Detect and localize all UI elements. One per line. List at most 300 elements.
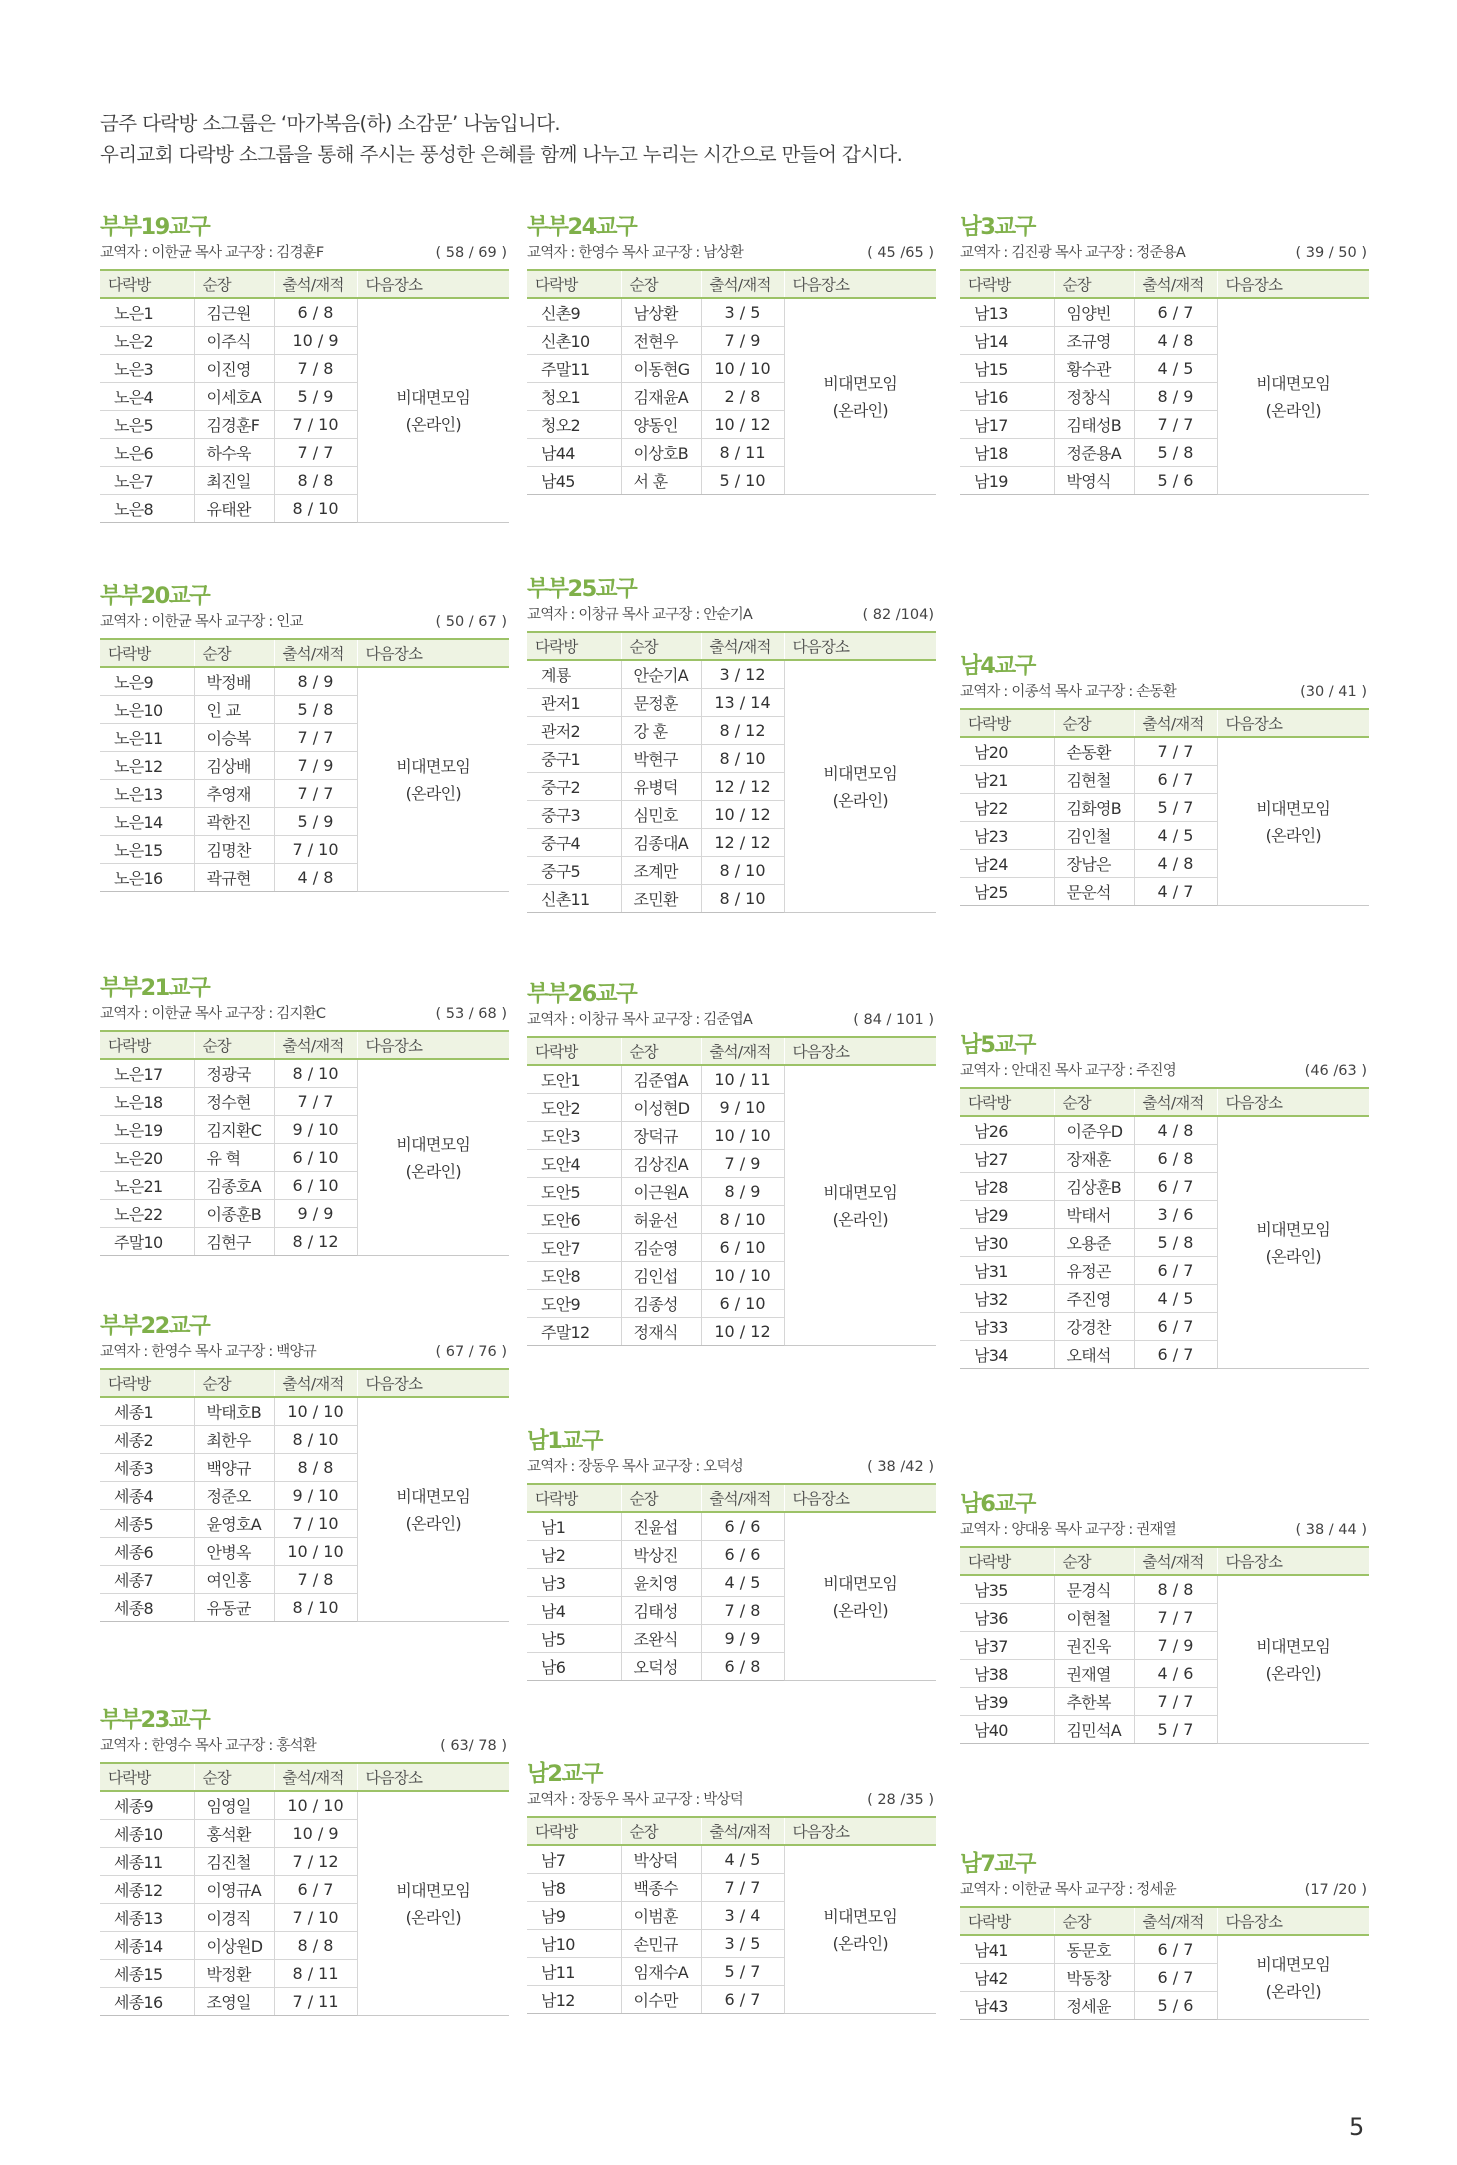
attendance-ratio: 7 / 8: [274, 355, 357, 383]
district-title: 남6교구: [960, 1491, 1035, 1517]
room-name: 노은20: [100, 1144, 194, 1172]
district-group: [100, 582, 509, 892]
room-name: 남35: [960, 1575, 1054, 1604]
next-place-line-1: 비대면모임: [1256, 373, 1331, 393]
next-place: [1217, 1116, 1369, 1369]
table-header: [527, 632, 936, 660]
room-name: 남36: [960, 1604, 1054, 1632]
attendance-ratio: 8 / 12: [701, 717, 784, 745]
leader-name: 유동균: [194, 1594, 274, 1622]
leader-name: 유정곤: [1054, 1257, 1134, 1285]
room-name: 남31: [960, 1257, 1054, 1285]
header-room: 다락방: [100, 1031, 194, 1059]
district-info: [527, 1788, 936, 1812]
room-name: 남15: [960, 355, 1054, 383]
district-staff: 교역자 : 이한균 목사 교구장 : 김지환C: [100, 1006, 326, 1022]
leader-name: 유병덕: [621, 773, 701, 801]
header-room: 다락방: [100, 1369, 194, 1397]
leader-name: 조규영: [1054, 327, 1134, 355]
leader-name: 추한복: [1054, 1688, 1134, 1716]
attendance-ratio: 8 / 10: [701, 1206, 784, 1234]
attendance-ratio: 10 / 12: [701, 801, 784, 829]
next-place-line-1: 비대면모임: [1256, 1954, 1331, 1974]
room-name: 노은14: [100, 808, 194, 836]
attendance-ratio: 3 / 12: [701, 660, 784, 689]
leader-name: 박동창: [1054, 1964, 1134, 1992]
leader-name: 김명찬: [194, 836, 274, 864]
district-info: [100, 241, 509, 265]
room-name: 노은21: [100, 1172, 194, 1200]
room-name: 세종1: [100, 1397, 194, 1426]
leader-name: 윤영호A: [194, 1510, 274, 1538]
attendance-ratio: 10 / 10: [274, 1791, 357, 1820]
next-place-line-2: (온라인): [832, 1209, 888, 1229]
attendance-ratio: 6 / 8: [1134, 1145, 1217, 1173]
attendance-ratio: 10 / 9: [274, 1820, 357, 1848]
attendance-ratio: 7 / 10: [274, 1510, 357, 1538]
district-staff: 교역자 : 이한균 목사 교구장 : 정세윤: [960, 1882, 1176, 1898]
leader-name: 오태석: [1054, 1341, 1134, 1369]
leader-name: 권진욱: [1054, 1632, 1134, 1660]
header-room: 다락방: [527, 1484, 621, 1512]
attendance-ratio: 8 / 8: [274, 1454, 357, 1482]
attendance-ratio: 7 / 10: [274, 836, 357, 864]
leader-name: 이진영: [194, 355, 274, 383]
room-name: 남7: [527, 1845, 621, 1874]
room-name: 남33: [960, 1313, 1054, 1341]
attendance-ratio: 8 / 8: [274, 467, 357, 495]
leader-name: 정광국: [194, 1059, 274, 1088]
attendance-ratio: 8 / 8: [1134, 1575, 1217, 1604]
attendance-ratio: 6 / 6: [701, 1512, 784, 1541]
leader-name: 허윤선: [621, 1206, 701, 1234]
attendance-ratio: 6 / 7: [1134, 1313, 1217, 1341]
attendance-ratio: 10 / 12: [701, 411, 784, 439]
room-name: 남17: [960, 411, 1054, 439]
district-staff: 교역자 : 이창규 목사 교구장 : 안순기A: [527, 607, 753, 623]
next-place-line-1: 비대면모임: [1256, 1219, 1331, 1239]
table-header: [100, 639, 509, 667]
attendance-ratio: 8 / 10: [701, 857, 784, 885]
leader-name: 박상덕: [621, 1845, 701, 1874]
leader-name: 조민환: [621, 885, 701, 913]
next-place-line-1: 비대면모임: [396, 387, 471, 407]
next-place: [784, 298, 936, 495]
attendance-ratio: 6 / 7: [1134, 1257, 1217, 1285]
room-name: 노은22: [100, 1200, 194, 1228]
next-place-line-2: (온라인): [832, 1933, 888, 1953]
room-name: 남34: [960, 1341, 1054, 1369]
attendance-ratio: 4 / 5: [1134, 822, 1217, 850]
leader-name: 이현철: [1054, 1604, 1134, 1632]
district-title: 부부24교구: [527, 214, 637, 240]
district-staff: 교역자 : 장동우 목사 교구장 : 박상덕: [527, 1792, 743, 1808]
district-info: [527, 603, 936, 627]
attendance-ratio: 4 / 5: [1134, 355, 1217, 383]
room-name: 도안3: [527, 1122, 621, 1150]
header-leader: 순장: [194, 1763, 274, 1791]
leader-name: 최한우: [194, 1426, 274, 1454]
attendance-ratio: 7 / 9: [1134, 1632, 1217, 1660]
attendance-ratio: 8 / 10: [274, 1059, 357, 1088]
attendance-ratio: 6 / 7: [1134, 1964, 1217, 1992]
leader-name: 장재훈: [1054, 1145, 1134, 1173]
leader-name: 이상원D: [194, 1932, 274, 1960]
room-name: 세종16: [100, 1988, 194, 2016]
header-leader: 순장: [194, 270, 274, 298]
attendance-ratio: 7 / 10: [274, 411, 357, 439]
room-name: 남43: [960, 1992, 1054, 2020]
next-place: [357, 1791, 509, 2016]
attendance-ratio: 12 / 12: [701, 829, 784, 857]
leader-name: 황수관: [1054, 355, 1134, 383]
header-next-place: 다음장소: [1217, 1088, 1369, 1116]
district-title: 부부26교구: [527, 981, 637, 1007]
attendance-ratio: 8 / 10: [274, 1426, 357, 1454]
leader-name: 주진영: [1054, 1285, 1134, 1313]
leader-name: 김진철: [194, 1848, 274, 1876]
header-attendance: 출석/재적: [701, 270, 784, 298]
attendance-ratio: 5 / 7: [1134, 794, 1217, 822]
leader-name: 백종수: [621, 1874, 701, 1902]
header-leader: 순장: [1054, 1088, 1134, 1116]
room-name: 남28: [960, 1173, 1054, 1201]
room-name: 남37: [960, 1632, 1054, 1660]
next-place-line-2: (온라인): [1265, 1663, 1321, 1683]
room-name: 노은17: [100, 1059, 194, 1088]
leader-name: 김상배: [194, 752, 274, 780]
attendance-ratio: 4 / 5: [701, 1845, 784, 1874]
attendance-ratio: 9 / 10: [274, 1116, 357, 1144]
room-name: 도안2: [527, 1094, 621, 1122]
room-name: 남24: [960, 850, 1054, 878]
leader-name: 김태성: [621, 1597, 701, 1625]
attendance-ratio: 4 / 8: [1134, 850, 1217, 878]
leader-name: 김종호A: [194, 1172, 274, 1200]
next-place: [1217, 737, 1369, 906]
leader-name: 유태완: [194, 495, 274, 523]
table-header: [527, 1037, 936, 1065]
attendance-ratio: 6 / 7: [1134, 1935, 1217, 1964]
attendance-ratio: 4 / 8: [1134, 1116, 1217, 1145]
district-total: ( 58 / 69 ): [435, 245, 507, 261]
attendance-ratio: 3 / 6: [1134, 1201, 1217, 1229]
room-name: 남11: [527, 1958, 621, 1986]
room-name: 남19: [960, 467, 1054, 495]
attendance-ratio: 7 / 7: [1134, 1688, 1217, 1716]
header-next-place: 다음장소: [784, 1484, 936, 1512]
attendance-ratio: 9 / 10: [701, 1094, 784, 1122]
next-place: [784, 1512, 936, 1681]
leader-name: 이성현D: [621, 1094, 701, 1122]
attendance-ratio: 5 / 7: [1134, 1716, 1217, 1744]
leader-name: 이수만: [621, 1986, 701, 2014]
district-group: [960, 1031, 1369, 1369]
header-room: 다락방: [960, 709, 1054, 737]
district-staff: 교역자 : 한영수 목사 교구장 : 백양규: [100, 1344, 316, 1360]
district-table: [960, 1087, 1369, 1369]
district-title: 부부20교구: [100, 583, 210, 609]
next-place-line-2: (온라인): [1265, 1246, 1321, 1266]
attendance-ratio: 6 / 7: [1134, 1341, 1217, 1369]
next-place-line-2: (온라인): [405, 1907, 461, 1927]
header-attendance: 출석/재적: [274, 1369, 357, 1397]
room-name: 세종2: [100, 1426, 194, 1454]
next-place-line-2: (온라인): [405, 783, 461, 803]
next-place-line-1: 비대면모임: [823, 373, 898, 393]
attendance-ratio: 6 / 8: [701, 1653, 784, 1681]
leader-name: 윤치영: [621, 1569, 701, 1597]
district-table: [960, 269, 1369, 495]
room-name: 남12: [527, 1986, 621, 2014]
header-leader: 순장: [1054, 709, 1134, 737]
leader-name: 이근원A: [621, 1178, 701, 1206]
intro-text: [100, 108, 902, 170]
table-header: [960, 709, 1369, 737]
district-info: [100, 1734, 509, 1758]
district-staff: 교역자 : 김진광 목사 교구장 : 정준용A: [960, 245, 1186, 261]
header-leader: 순장: [621, 1037, 701, 1065]
header-attendance: 출석/재적: [274, 1031, 357, 1059]
attendance-ratio: 6 / 10: [701, 1234, 784, 1262]
leader-name: 이세호A: [194, 383, 274, 411]
header-room: 다락방: [960, 1088, 1054, 1116]
attendance-ratio: 8 / 9: [701, 1178, 784, 1206]
next-place-line-1: 비대면모임: [396, 1880, 471, 1900]
room-name: 노은10: [100, 696, 194, 724]
header-attendance: 출석/재적: [701, 1484, 784, 1512]
district-group: [527, 1760, 936, 2014]
leader-name: 강 훈: [621, 717, 701, 745]
room-name: 주말10: [100, 1228, 194, 1256]
room-name: 남44: [527, 439, 621, 467]
room-name: 신촌9: [527, 298, 621, 327]
table-row: [527, 660, 936, 689]
leader-name: 김재윤A: [621, 383, 701, 411]
next-place-line-2: (온라인): [1265, 825, 1321, 845]
leader-name: 인 교: [194, 696, 274, 724]
attendance-ratio: 10 / 10: [701, 1262, 784, 1290]
district-total: ( 63/ 78 ): [440, 1738, 507, 1754]
next-place-line-2: (온라인): [832, 400, 888, 420]
attendance-ratio: 8 / 10: [701, 885, 784, 913]
leader-name: 추영재: [194, 780, 274, 808]
district-total: (30 / 41 ): [1300, 684, 1367, 700]
leader-name: 안병옥: [194, 1538, 274, 1566]
table-row: [100, 1791, 509, 1820]
leader-name: 진윤섭: [621, 1512, 701, 1541]
attendance-ratio: 5 / 8: [274, 696, 357, 724]
room-name: 노은15: [100, 836, 194, 864]
room-name: 중구1: [527, 745, 621, 773]
leader-name: 홍석환: [194, 1820, 274, 1848]
attendance-ratio: 5 / 10: [701, 467, 784, 495]
room-name: 노은11: [100, 724, 194, 752]
room-name: 노은12: [100, 752, 194, 780]
room-name: 남2: [527, 1541, 621, 1569]
leader-name: 임재수A: [621, 1958, 701, 1986]
attendance-ratio: 5 / 8: [1134, 1229, 1217, 1257]
room-name: 노은1: [100, 298, 194, 327]
room-name: 남3: [527, 1569, 621, 1597]
leader-name: 정준용A: [1054, 439, 1134, 467]
next-place: [1217, 1935, 1369, 2020]
header-attendance: 출석/재적: [274, 639, 357, 667]
header-leader: 순장: [621, 1484, 701, 1512]
attendance-ratio: 6 / 7: [1134, 298, 1217, 327]
attendance-ratio: 10 / 10: [274, 1538, 357, 1566]
attendance-ratio: 6 / 10: [274, 1144, 357, 1172]
district-staff: 교역자 : 장동우 목사 교구장 : 오덕성: [527, 1459, 743, 1475]
attendance-ratio: 10 / 10: [701, 1122, 784, 1150]
room-name: 남8: [527, 1874, 621, 1902]
leader-name: 박영식: [1054, 467, 1134, 495]
attendance-ratio: 8 / 9: [274, 667, 357, 696]
room-name: 계룡: [527, 660, 621, 689]
district-title: 남7교구: [960, 1851, 1035, 1877]
header-next-place: 다음장소: [357, 270, 509, 298]
leader-name: 문운석: [1054, 878, 1134, 906]
leader-name: 정준오: [194, 1482, 274, 1510]
leader-name: 문경식: [1054, 1575, 1134, 1604]
attendance-ratio: 6 / 7: [274, 1876, 357, 1904]
room-name: 도안8: [527, 1262, 621, 1290]
district-title: 부부25교구: [527, 576, 637, 602]
room-name: 세종12: [100, 1876, 194, 1904]
room-name: 남39: [960, 1688, 1054, 1716]
table-row: [100, 1397, 509, 1426]
next-place-line-1: 비대면모임: [823, 1182, 898, 1202]
district-table: [100, 1030, 509, 1256]
leader-name: 백양규: [194, 1454, 274, 1482]
attendance-ratio: 8 / 9: [1134, 383, 1217, 411]
district-group: [527, 213, 936, 495]
room-name: 노은7: [100, 467, 194, 495]
room-name: 남10: [527, 1930, 621, 1958]
header-attendance: 출석/재적: [274, 270, 357, 298]
room-name: 노은6: [100, 439, 194, 467]
next-place-line-2: (온라인): [405, 1161, 461, 1181]
header-next-place: 다음장소: [1217, 1547, 1369, 1575]
header-next-place: 다음장소: [784, 1817, 936, 1845]
header-next-place: 다음장소: [357, 1369, 509, 1397]
leader-name: 남상환: [621, 298, 701, 327]
next-place: [1217, 1575, 1369, 1744]
attendance-ratio: 8 / 12: [274, 1228, 357, 1256]
district-group: [100, 1706, 509, 2016]
leader-name: 김민석A: [1054, 1716, 1134, 1744]
leader-name: 이준우D: [1054, 1116, 1134, 1145]
table-header: [960, 270, 1369, 298]
leader-name: 손민규: [621, 1930, 701, 1958]
next-place-line-2: (온라인): [832, 790, 888, 810]
header-attendance: 출석/재적: [1134, 1547, 1217, 1575]
attendance-ratio: 10 / 12: [701, 1318, 784, 1346]
district-table: [960, 1546, 1369, 1744]
next-place-line-1: 비대면모임: [823, 1573, 898, 1593]
attendance-ratio: 7 / 8: [701, 1597, 784, 1625]
header-leader: 순장: [194, 1369, 274, 1397]
district-total: ( 39 / 50 ): [1295, 245, 1367, 261]
leader-name: 박태서: [1054, 1201, 1134, 1229]
leader-name: 박현구: [621, 745, 701, 773]
leader-name: 정창식: [1054, 383, 1134, 411]
header-room: 다락방: [960, 270, 1054, 298]
leader-name: 박상진: [621, 1541, 701, 1569]
leader-name: 김인철: [1054, 822, 1134, 850]
next-place-line-1: 비대면모임: [396, 756, 471, 776]
room-name: 남27: [960, 1145, 1054, 1173]
attendance-ratio: 6 / 8: [274, 298, 357, 327]
leader-name: 임양빈: [1054, 298, 1134, 327]
room-name: 노은18: [100, 1088, 194, 1116]
leader-name: 김지환C: [194, 1116, 274, 1144]
attendance-ratio: 4 / 5: [1134, 1285, 1217, 1313]
leader-name: 오덕성: [621, 1653, 701, 1681]
room-name: 세종5: [100, 1510, 194, 1538]
attendance-ratio: 4 / 5: [701, 1569, 784, 1597]
table-row: [960, 298, 1369, 327]
leader-name: 동문호: [1054, 1935, 1134, 1964]
district-total: ( 67 / 76 ): [435, 1344, 507, 1360]
attendance-ratio: 7 / 11: [274, 1988, 357, 2016]
district-info: [100, 610, 509, 634]
table-row: [100, 667, 509, 696]
room-name: 세종11: [100, 1848, 194, 1876]
district-total: ( 28 /35 ): [867, 1792, 934, 1808]
room-name: 도안1: [527, 1065, 621, 1094]
room-name: 남14: [960, 327, 1054, 355]
next-place-line-1: 비대면모임: [1256, 798, 1331, 818]
next-place-line-1: 비대면모임: [823, 1906, 898, 1926]
room-name: 남4: [527, 1597, 621, 1625]
leader-name: 이동현G: [621, 355, 701, 383]
table-header: [960, 1088, 1369, 1116]
attendance-ratio: 10 / 10: [701, 355, 784, 383]
leader-name: 조영일: [194, 1988, 274, 2016]
next-place-line-2: (온라인): [1265, 400, 1321, 420]
district-group: [100, 213, 509, 523]
header-room: 다락방: [100, 270, 194, 298]
table-header: [960, 1547, 1369, 1575]
room-name: 노은19: [100, 1116, 194, 1144]
room-name: 청오1: [527, 383, 621, 411]
attendance-ratio: 2 / 8: [701, 383, 784, 411]
header-leader: 순장: [1054, 1907, 1134, 1935]
attendance-ratio: 9 / 9: [701, 1625, 784, 1653]
attendance-ratio: 5 / 9: [274, 808, 357, 836]
next-place: [357, 1397, 509, 1622]
district-table: [100, 638, 509, 892]
district-table: [527, 1483, 936, 1681]
table-row: [100, 1059, 509, 1088]
room-name: 남6: [527, 1653, 621, 1681]
district-group: [100, 1312, 509, 1622]
attendance-ratio: 4 / 8: [1134, 327, 1217, 355]
district-group: [960, 1850, 1369, 2020]
attendance-ratio: 7 / 7: [1134, 1604, 1217, 1632]
room-name: 중구2: [527, 773, 621, 801]
room-name: 남22: [960, 794, 1054, 822]
leader-name: 양동인: [621, 411, 701, 439]
header-next-place: 다음장소: [784, 1037, 936, 1065]
header-leader: 순장: [194, 639, 274, 667]
room-name: 노은13: [100, 780, 194, 808]
district-info: [960, 241, 1369, 265]
header-attendance: 출석/재적: [701, 1817, 784, 1845]
attendance-ratio: 3 / 5: [701, 1930, 784, 1958]
room-name: 남5: [527, 1625, 621, 1653]
